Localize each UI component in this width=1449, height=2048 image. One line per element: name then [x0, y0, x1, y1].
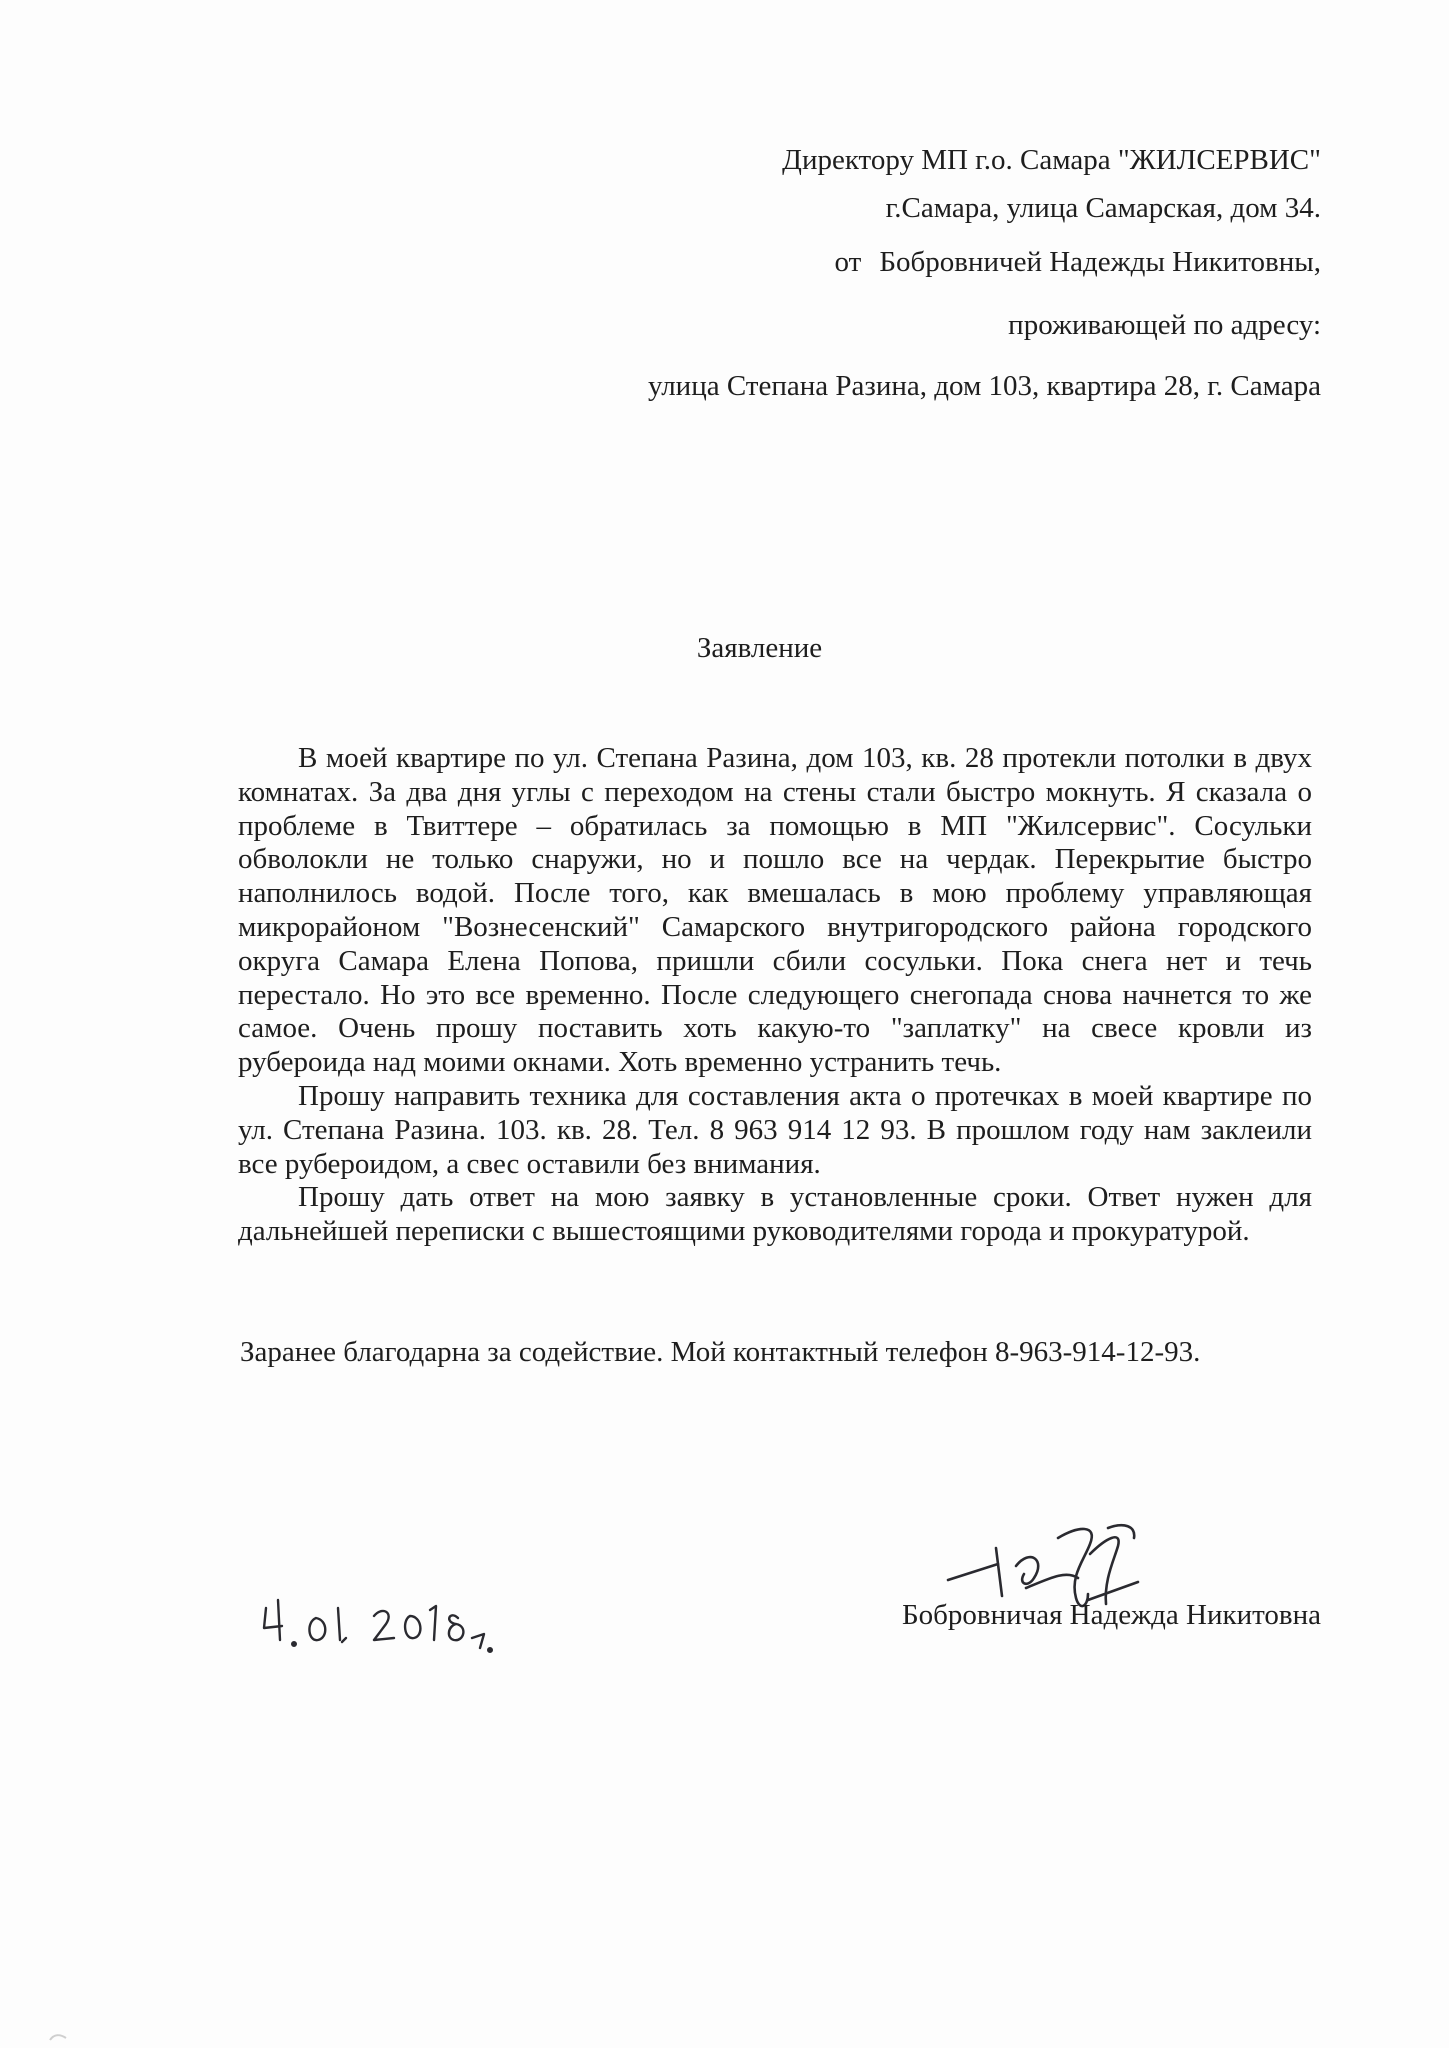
addressee-block — [782, 136, 1321, 232]
residence-label: проживающей по адресу: — [1008, 309, 1321, 341]
sender-line — [648, 238, 1321, 301]
addressee-address: г.Самара, улица Самарская, дом 34. — [885, 192, 1321, 224]
statement-body — [238, 742, 1312, 1249]
sender-block — [648, 238, 1321, 410]
addressee-title: Директору МП г.о. Самара "ЖИЛСЕРВИС" — [782, 144, 1321, 176]
from-word: от — [834, 246, 862, 278]
sender-name: Бобровничей Надежды Никитовны, — [879, 246, 1321, 278]
closing-line: Заранее благодарна за содействие. Мой контактный телефон 8-963-914-12-93. — [240, 1336, 1201, 1368]
body-paragraph: Прошу дать ответ на мою заявку в установленные сроки. Ответ нужен для дальнейшей переписки с вышестоящими руководителями города и прокуратурой. — [238, 1181, 1312, 1248]
sender-address: улица Степана Разина, дом 103, квартира 28, г. Самара — [647, 370, 1321, 402]
body-paragraph: Прошу направить техника для составления акта о протечках в моей квартире по ул. Степана Разина. 103. кв. 28. Тел. 8 963 914 12 93. В прошлом году нам заклеили все рубероидом, а свес оставили без внимания. — [238, 1079, 1312, 1180]
document-title: Заявление — [696, 632, 823, 664]
handwritten-date — [258, 1588, 518, 1658]
signer-name: Бобровничая Надежда Никитовна — [902, 1599, 1321, 1631]
body-paragraph: В моей квартире по ул. Степана Разина, дом 103, кв. 28 протекли потолки в двух комнатах. За два дня углы с переходом на стены стали быстро мокнуть. Я сказала о проблеме в Твиттере – обратилась за помощью в МП "Жилсервис". Сосульки обволокли не только снаружи, но и пошло все на чердак. Перекрытие быстро наполнилось водой. После того, как вмешалась в мою проблему управляющая микрорайоном "Вознесенский" Самарского внутригородского района городского округа Самара Елена Попова, пришли сбили сосульки. Пока снега нет и течь перестало. Но это все временно. После следующего снегопада снова начнется то же самое. Очень прошу поставить хоть какую-то "заплатку" на свесе кровли из рубероида над моими окнами. Хоть временно устранить течь. — [238, 742, 1312, 1079]
scan-speck — [48, 2032, 68, 2042]
